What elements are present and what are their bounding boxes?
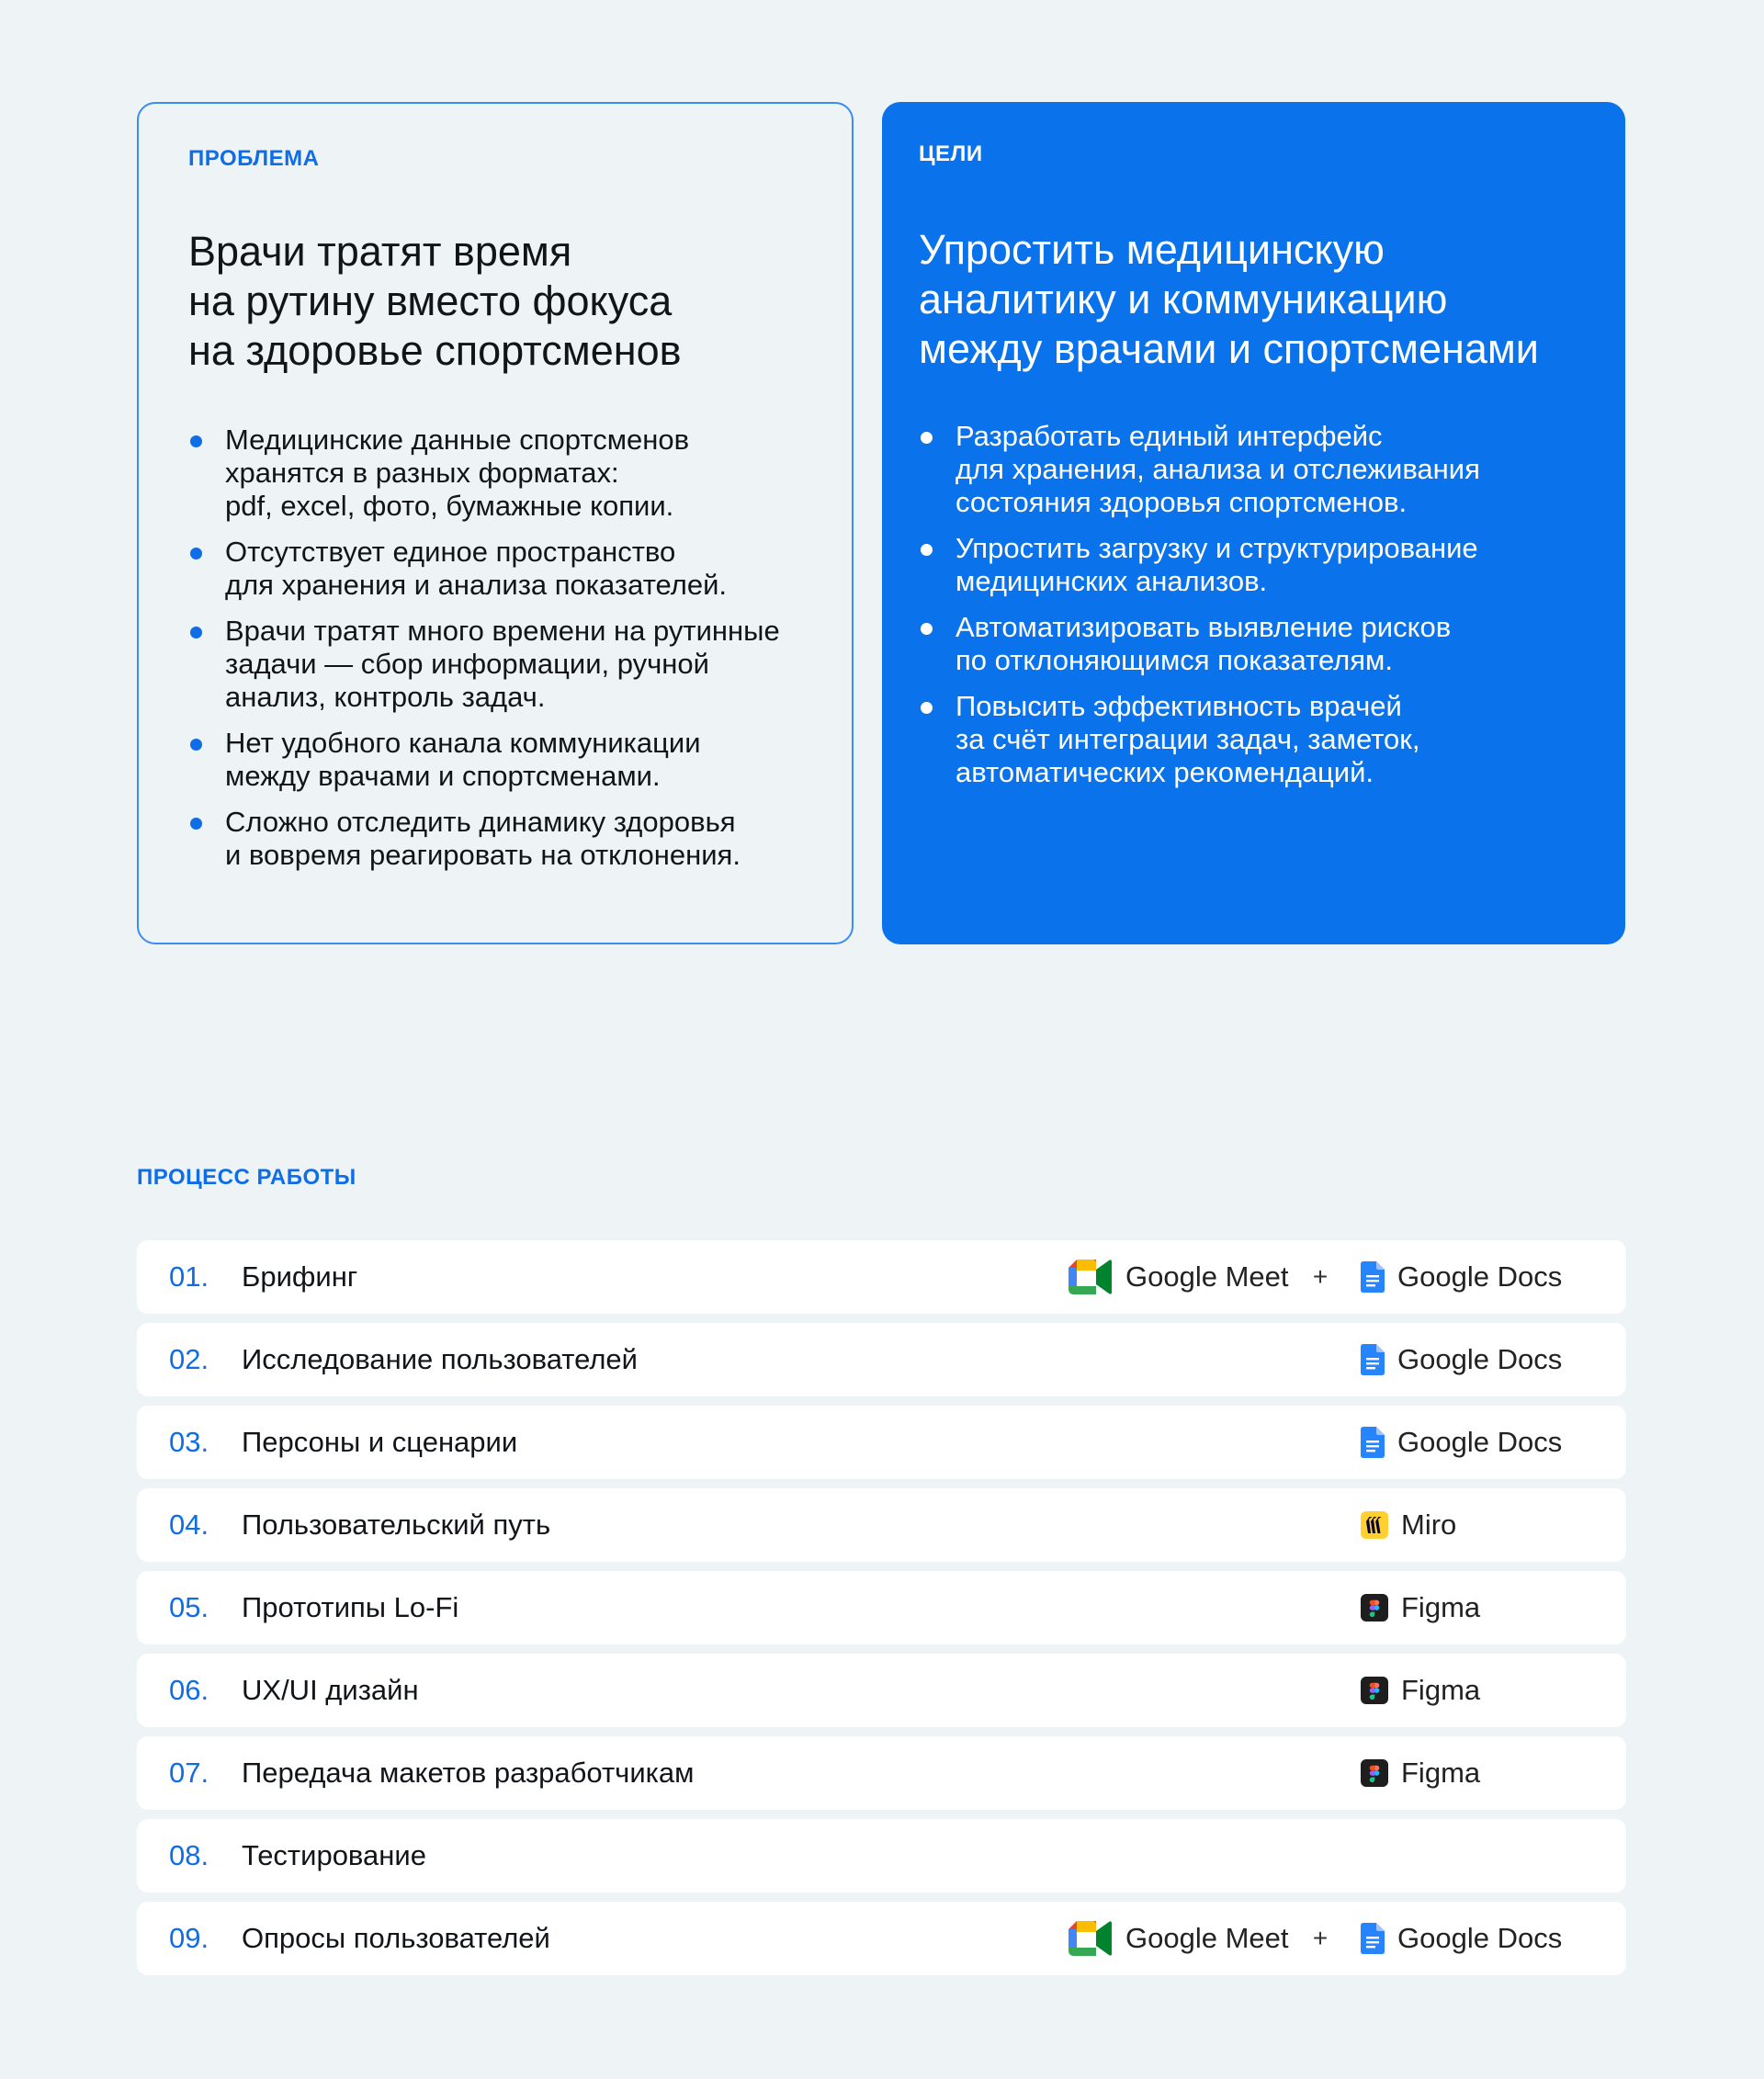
tool-badge <box>1361 1426 1598 1459</box>
miro-icon <box>1361 1511 1388 1539</box>
step-number: 01. <box>169 1260 209 1293</box>
goals-headline-line: Упростить медицинскую <box>919 226 1385 273</box>
problem-headline-line: на рутину вместо фокуса <box>188 277 673 324</box>
step-number: 08. <box>169 1839 209 1871</box>
step-number: 03. <box>169 1426 209 1458</box>
step-name: Исследование пользователей <box>242 1343 638 1375</box>
bullet-dot-icon <box>190 627 202 638</box>
step-number: 04. <box>169 1508 209 1541</box>
goals-headline-line: между врачами и спортсменами <box>919 325 1539 372</box>
bullet-line: Медицинские данные спортсменов <box>225 424 690 456</box>
bullet-dot-icon <box>190 739 202 751</box>
process-step-row <box>137 1736 1626 1810</box>
process-step-row <box>137 1902 1626 1975</box>
step-tools <box>1361 1571 1598 1644</box>
process-title: ПРОЦЕСС РАБОТЫ <box>137 1165 356 1190</box>
problem-headline-line: Врачи тратят время <box>188 228 572 275</box>
step-tools <box>1361 1323 1598 1396</box>
bullet-line: автоматических рекомендаций. <box>956 756 1374 788</box>
goals-eyebrow: ЦЕЛИ <box>919 141 983 166</box>
bullet-dot-icon <box>921 544 933 556</box>
bullet-line: pdf, excel, фото, бумажные копии. <box>225 490 674 522</box>
bullet-item <box>188 806 813 872</box>
bullet-line: Повысить эффективность врачей <box>956 690 1402 722</box>
step-number: 09. <box>169 1922 209 1954</box>
tool-badge <box>1361 1343 1598 1376</box>
tool-badge <box>1361 1260 1598 1294</box>
tool-label: Figma <box>1401 1591 1481 1623</box>
step-name: Пользовательский путь <box>242 1508 551 1541</box>
google-meet-icon <box>1069 1260 1113 1294</box>
bullet-item <box>188 727 813 793</box>
goals-headline <box>919 225 1617 374</box>
problem-headline <box>188 227 850 376</box>
tool-badge <box>1361 1508 1598 1542</box>
bullet-line: Отсутствует единое пространство <box>225 536 676 568</box>
tool-badge <box>1069 1260 1298 1294</box>
process-step-row <box>137 1240 1626 1314</box>
tool-label: Figma <box>1401 1757 1481 1789</box>
tool-badge <box>1361 1757 1598 1790</box>
step-tools <box>1069 1902 1598 1975</box>
step-name: UX/UI дизайн <box>242 1674 419 1706</box>
bullet-line: хранятся в разных форматах: <box>225 457 619 489</box>
bullet-line: Автоматизировать выявление рисков <box>956 611 1452 643</box>
figma-icon <box>1361 1594 1388 1621</box>
google-docs-icon <box>1361 1923 1385 1954</box>
bullet-line: Разработать единый интерфейс <box>956 420 1383 452</box>
step-tools <box>1361 1736 1598 1810</box>
bullet-item <box>919 420 1562 519</box>
goals-card <box>882 102 1625 944</box>
google-docs-icon <box>1361 1427 1385 1458</box>
process-step-list <box>137 1240 1626 1984</box>
step-number: 06. <box>169 1674 209 1706</box>
bullet-line: Нет удобного канала коммуникации <box>225 727 701 759</box>
bullet-item <box>188 424 813 523</box>
step-tools <box>1069 1240 1598 1314</box>
step-number: 07. <box>169 1757 209 1789</box>
figma-icon <box>1361 1677 1388 1704</box>
figma-icon <box>1361 1759 1388 1787</box>
tool-label: Google Docs <box>1397 1343 1563 1375</box>
tool-label: Google Docs <box>1397 1426 1563 1458</box>
bullet-item <box>188 536 813 602</box>
google-docs-icon <box>1361 1261 1385 1293</box>
tool-label: Google Docs <box>1397 1260 1563 1293</box>
step-name: Передача макетов разработчикам <box>242 1757 695 1789</box>
bullet-line: за счёт интеграции задач, заметок, <box>956 723 1420 755</box>
step-name: Тестирование <box>242 1839 426 1871</box>
bullet-line: и вовремя реагировать на отклонения. <box>225 839 741 871</box>
plus-separator: + <box>1312 1262 1329 1291</box>
step-name: Прототипы Lo-Fi <box>242 1591 459 1623</box>
bullet-line: состояния здоровья спортсменов. <box>956 486 1408 518</box>
bullet-item <box>919 532 1562 598</box>
bullet-dot-icon <box>921 623 933 635</box>
tool-badge <box>1361 1922 1598 1955</box>
goals-headline-line: аналитику и коммуникацию <box>919 276 1448 322</box>
problem-eyebrow: ПРОБЛЕМА <box>188 146 320 171</box>
problem-card <box>137 102 854 944</box>
process-step-row <box>137 1819 1626 1893</box>
bullet-line: задачи — сбор информации, ручной <box>225 648 709 680</box>
process-step-row <box>137 1323 1626 1396</box>
problem-bullet-list <box>188 424 813 885</box>
bullet-dot-icon <box>190 818 202 830</box>
bullet-dot-icon <box>921 702 933 714</box>
tool-label: Google Docs <box>1397 1922 1563 1954</box>
process-step-row <box>137 1406 1626 1479</box>
tool-label: Google Meet <box>1125 1260 1289 1293</box>
tool-label: Figma <box>1401 1674 1481 1706</box>
problem-headline-line: на здоровье спортсменов <box>188 327 682 374</box>
tool-badge <box>1069 1921 1298 1956</box>
tool-label: Google Meet <box>1125 1922 1289 1954</box>
bullet-line: Упростить загрузку и структурирование <box>956 532 1478 564</box>
bullet-dot-icon <box>190 548 202 559</box>
process-step-row <box>137 1654 1626 1727</box>
tool-label: Miro <box>1401 1508 1457 1541</box>
bullet-line: по отклоняющимся показателям. <box>956 644 1393 676</box>
step-name: Брифинг <box>242 1260 358 1293</box>
bullet-line: Врачи тратят много времени на рутинные <box>225 615 780 647</box>
step-tools <box>1361 1488 1598 1562</box>
step-number: 05. <box>169 1591 209 1623</box>
step-tools <box>1361 1406 1598 1479</box>
step-tools <box>1361 1654 1598 1727</box>
google-docs-icon <box>1361 1344 1385 1375</box>
goals-bullet-list <box>919 420 1562 802</box>
process-step-row <box>137 1488 1626 1562</box>
bullet-dot-icon <box>921 432 933 444</box>
bullet-line: Сложно отследить динамику здоровья <box>225 806 736 838</box>
bullet-item <box>188 615 813 714</box>
bullet-item <box>919 611 1562 677</box>
bullet-line: для хранения и анализа показателей. <box>225 569 728 601</box>
step-name: Персоны и сценарии <box>242 1426 518 1458</box>
step-number: 02. <box>169 1343 209 1375</box>
bullet-dot-icon <box>190 435 202 447</box>
bullet-line: между врачами и спортсменами. <box>225 760 661 792</box>
bullet-line: медицинских анализов. <box>956 565 1268 597</box>
tool-badge <box>1361 1591 1598 1624</box>
process-step-row <box>137 1571 1626 1644</box>
step-name: Опросы пользователей <box>242 1922 550 1954</box>
tool-badge <box>1361 1674 1598 1707</box>
bullet-line: для хранения, анализа и отслеживания <box>956 453 1480 485</box>
bullet-item <box>919 690 1562 789</box>
plus-separator: + <box>1312 1924 1329 1952</box>
google-meet-icon <box>1069 1921 1113 1956</box>
bullet-line: анализ, контроль задач. <box>225 681 546 713</box>
